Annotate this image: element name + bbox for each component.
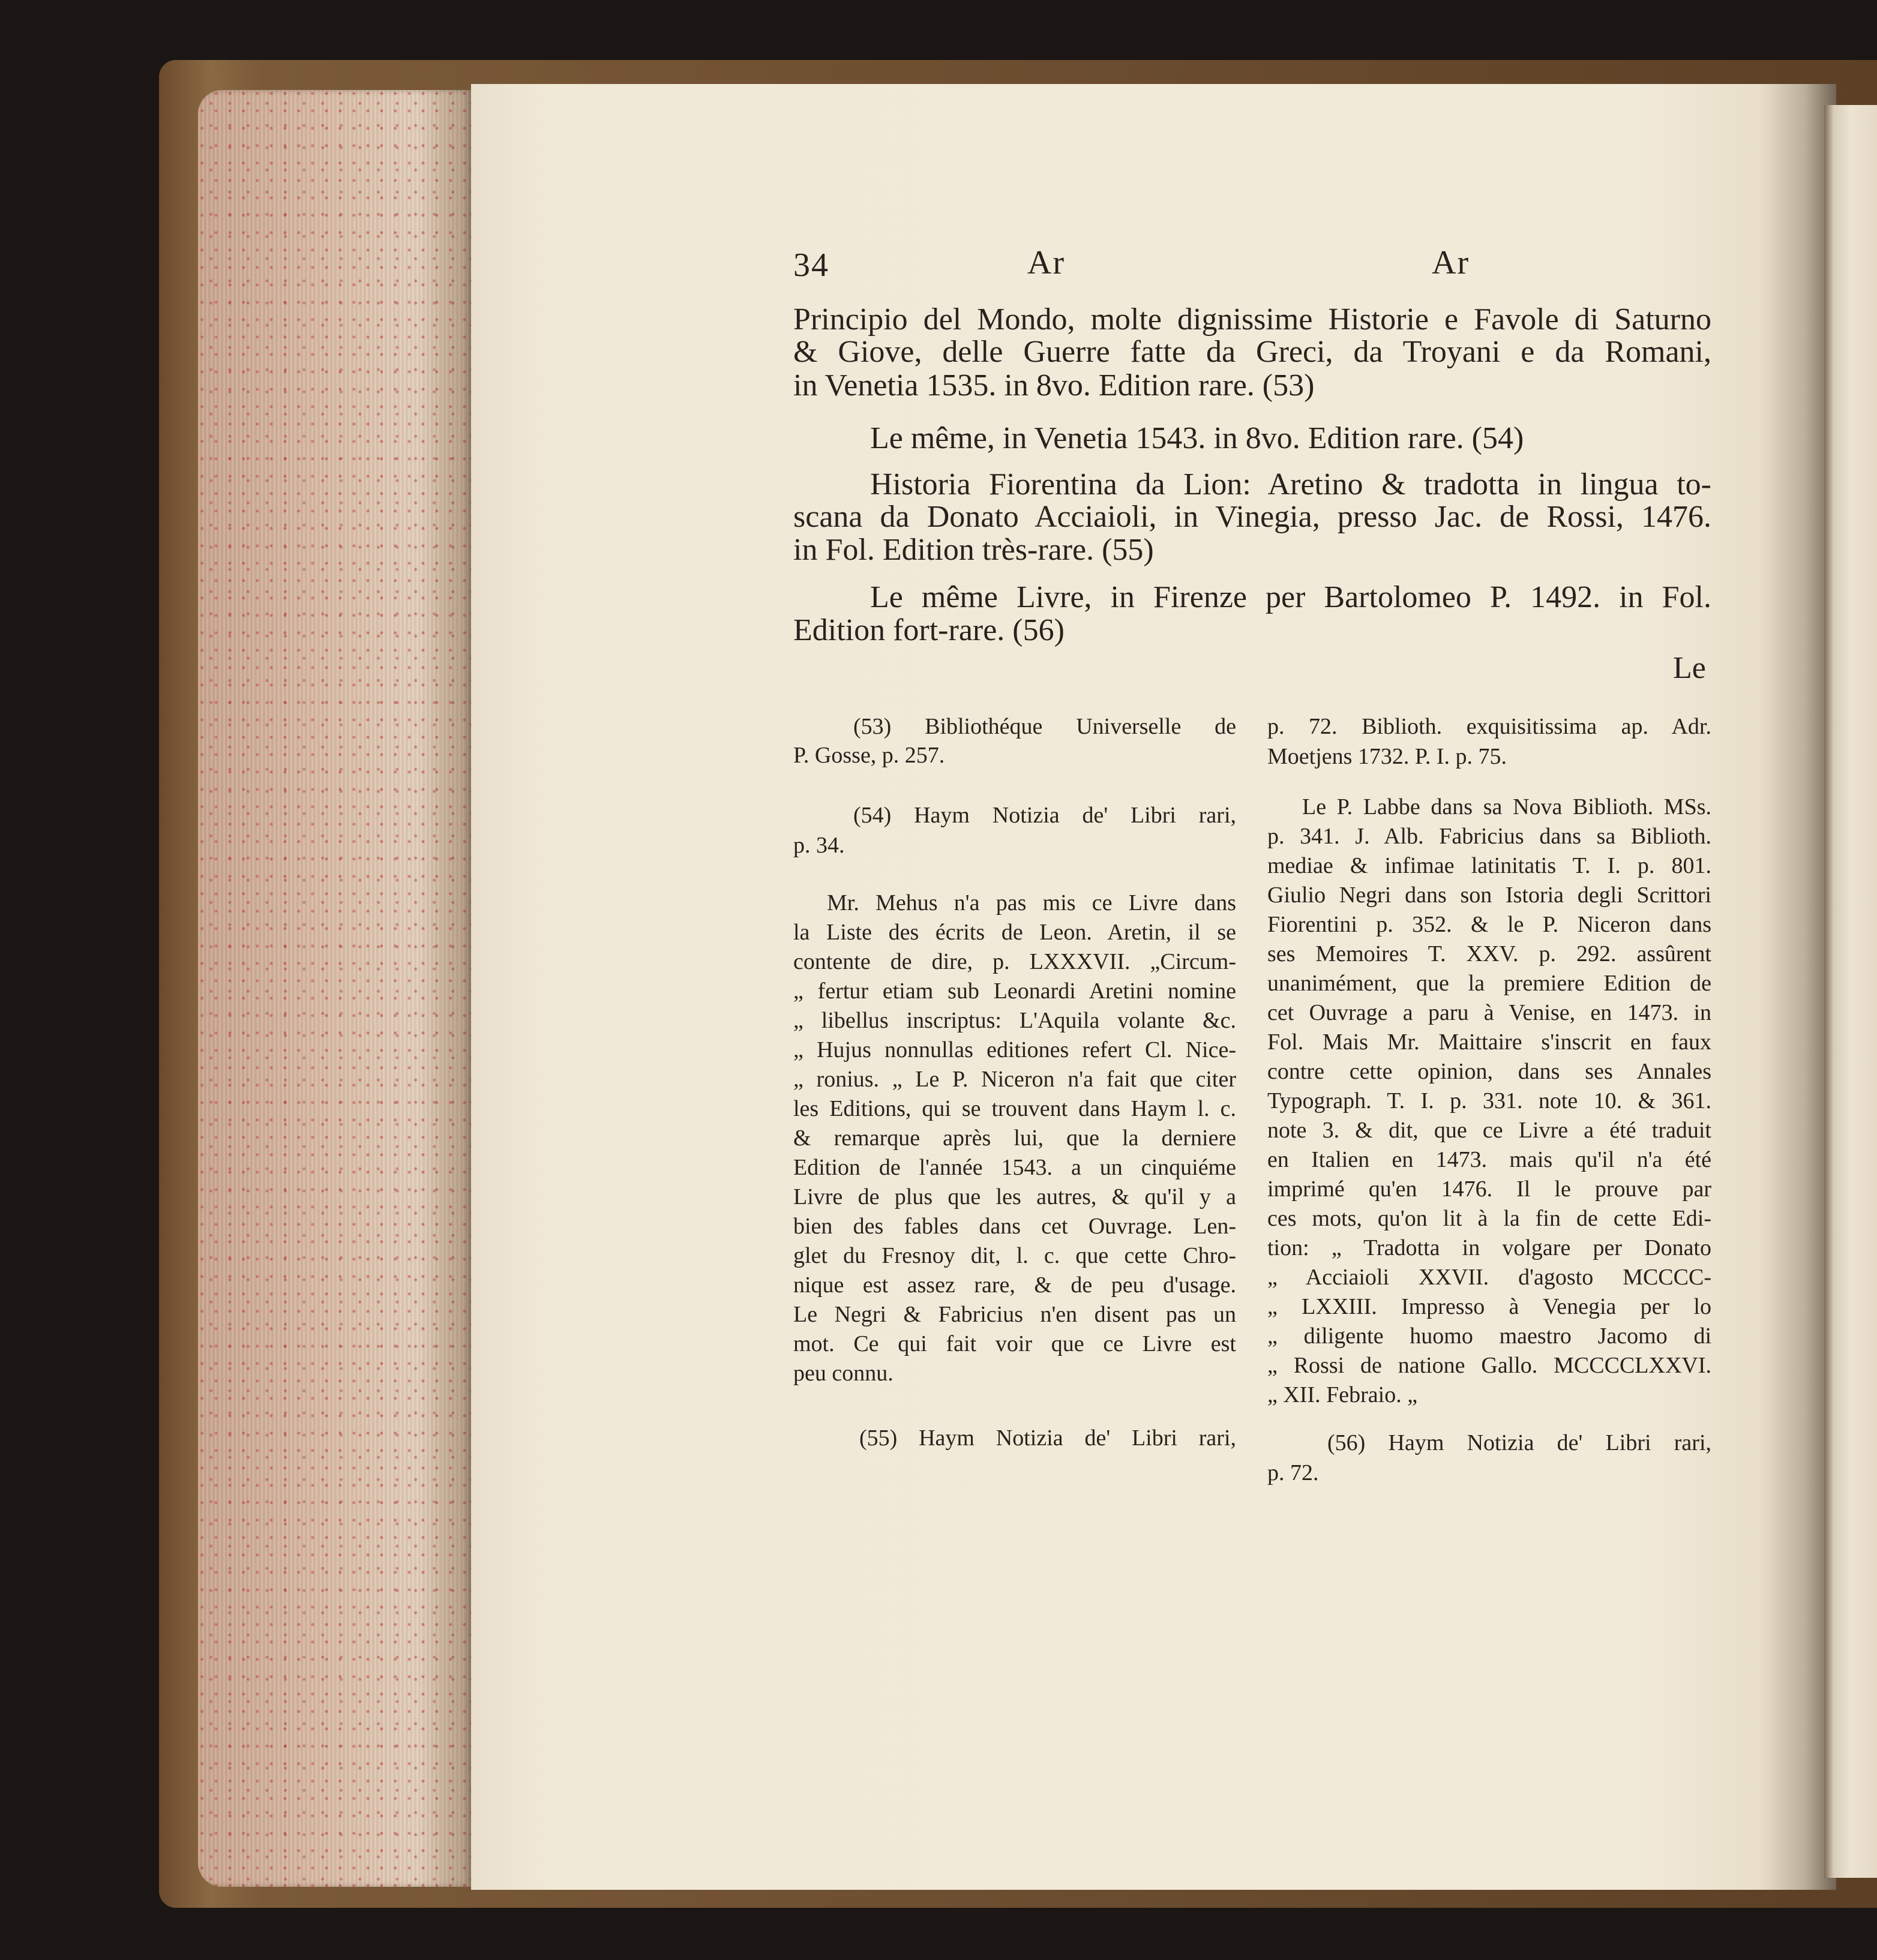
footnote-line: P. Gosse, p. 257. xyxy=(793,743,945,768)
footnote-line: Fiorentini p. 352. & le P. Niceron dans xyxy=(1267,912,1711,937)
running-head-left: Ar xyxy=(1027,244,1066,281)
footnote-line: p. 72. Biblioth. exquisitissima ap. Adr. xyxy=(1267,714,1711,739)
footnote-line: unanimément, que la premiere Edition de xyxy=(1267,971,1711,996)
footnote-line: p. 34. xyxy=(793,833,845,858)
footnote-line: glet du Fresnoy dit, l. c. que cette Chro- xyxy=(793,1243,1236,1268)
footnote-line: contente de dire, p. LXXXVII. „Circum- xyxy=(793,949,1236,974)
footnote-line: mot. Ce qui fait voir que ce Livre est xyxy=(793,1331,1236,1356)
footnote-line: (56) Haym Notizia de' Libri rari, xyxy=(1327,1430,1711,1455)
footnote-line: „ libellus inscriptus: L'Aquila volante &c. xyxy=(793,1008,1236,1033)
main-line: Le même Livre, in Firenze per Bartolomeo P. 1492. in Fol. xyxy=(870,580,1711,614)
footnote-line: „ Hujus nonnullas editiones refert Cl. Nice- xyxy=(793,1037,1236,1062)
footnote-line: „ Acciaioli XXVII. d'agosto MCCCC- xyxy=(1267,1265,1711,1290)
main-line: Edition fort-rare. (56) xyxy=(793,613,1065,647)
main-line: Principio del Mondo, molte dignissime Historie e Favole di Saturno xyxy=(793,302,1711,337)
footnote-line: Le P. Labbe dans sa Nova Biblioth. MSs. xyxy=(1302,794,1711,820)
footnote-line: Moetjens 1732. P. I. p. 75. xyxy=(1267,744,1507,769)
footnote-line: „ ronius. „ Le P. Niceron n'a fait que citer xyxy=(793,1067,1236,1092)
footnote-line: bien des fables dans cet Ouvrage. Len- xyxy=(793,1214,1236,1239)
catchword: Le xyxy=(1673,651,1706,685)
footnote-line: „ Rossi de natione Gallo. MCCCCLXXVI. xyxy=(1267,1353,1711,1378)
footnote-line: mediae & infimae latinitatis T. I. p. 801. xyxy=(1267,853,1711,878)
footnote-line: note 3. & dit, que ce Livre a été traduit xyxy=(1267,1118,1711,1143)
running-head-right: Ar xyxy=(1432,244,1470,281)
footnote-line: les Editions, qui se trouvent dans Haym l. c. xyxy=(793,1096,1236,1121)
footnote-line: Livre de plus que les autres, & qu'il y a xyxy=(793,1184,1236,1209)
main-line: Historia Fiorentina da Lion: Aretino & tradotta in lingua to- xyxy=(870,467,1711,502)
footnote-line: Fol. Mais Mr. Maittaire s'inscrit en faux xyxy=(1267,1029,1711,1055)
footnote-line: nique est assez rare, & de peu d'usage. xyxy=(793,1272,1236,1298)
facing-page-edge xyxy=(1824,105,1877,1878)
main-line: in Fol. Edition très-rare. (55) xyxy=(793,533,1154,567)
footnote-line: (53) Bibliothéque Universelle de xyxy=(853,714,1236,739)
footnote-line: & remarque après lui, que la derniere xyxy=(793,1125,1236,1151)
main-line: & Giove, delle Guerre fatte da Greci, da Troyani e da Romani, xyxy=(793,335,1711,369)
footnote-line: Typograph. T. I. p. 331. note 10. & 361. xyxy=(1267,1088,1711,1113)
footnote-line: Mr. Mehus n'a pas mis ce Livre dans xyxy=(827,890,1236,916)
footnote-line: peu connu. xyxy=(793,1361,893,1386)
footnote-line: en Italien en 1473. mais qu'il n'a été xyxy=(1267,1147,1711,1172)
fore-edge-shadow xyxy=(420,90,474,1887)
footnote-line: ces mots, qu'on lit à la fin de cette Edi- xyxy=(1267,1206,1711,1231)
footnote-line: „ LXXIII. Impresso à Venegia per lo xyxy=(1267,1294,1711,1319)
footnote-line: imprimé qu'en 1476. Il le prouve par xyxy=(1267,1176,1711,1202)
page-number: 34 xyxy=(793,247,829,284)
footnote-line: (55) Haym Notizia de' Libri rari, xyxy=(859,1425,1236,1451)
footnote-line: p. 341. J. Alb. Fabricius dans sa Biblioth. xyxy=(1267,824,1711,849)
footnote-line: (54) Haym Notizia de' Libri rari, xyxy=(853,803,1236,828)
footnote-line: ses Memoires T. XXV. p. 292. assûrent xyxy=(1267,941,1711,967)
main-line: in Venetia 1535. in 8vo. Edition rare. (53) xyxy=(793,368,1315,403)
footnote-line: „ fertur etiam sub Leonardi Aretini nomine xyxy=(793,979,1236,1004)
main-line: scana da Donato Acciaioli, in Vinegia, presso Jac. de Rossi, 1476. xyxy=(793,500,1711,534)
footnote-line: contre cette opinion, dans ses Annales xyxy=(1267,1059,1711,1084)
footnote-line: Le Negri & Fabricius n'en disent pas un xyxy=(793,1302,1236,1327)
footnote-line: tion: „ Tradotta in volgare per Donato xyxy=(1267,1235,1711,1260)
main-line: Le même, in Venetia 1543. in 8vo. Edition rare. (54) xyxy=(870,421,1524,455)
footnote-line: Giulio Negri dans son Istoria degli Scrittori xyxy=(1267,883,1711,908)
footnote-line: cet Ouvrage a paru à Venise, en 1473. in xyxy=(1267,1000,1711,1025)
footnote-line: „ diligente huomo maestro Jacomo di xyxy=(1267,1323,1711,1349)
footnote-line: „ XII. Febraio. „ xyxy=(1267,1382,1418,1407)
footnote-line: p. 72. xyxy=(1267,1460,1319,1485)
footnote-line: Edition de l'année 1543. a un cinquiéme xyxy=(793,1155,1236,1180)
footnote-line: la Liste des écrits de Leon. Aretin, il se xyxy=(793,920,1236,945)
